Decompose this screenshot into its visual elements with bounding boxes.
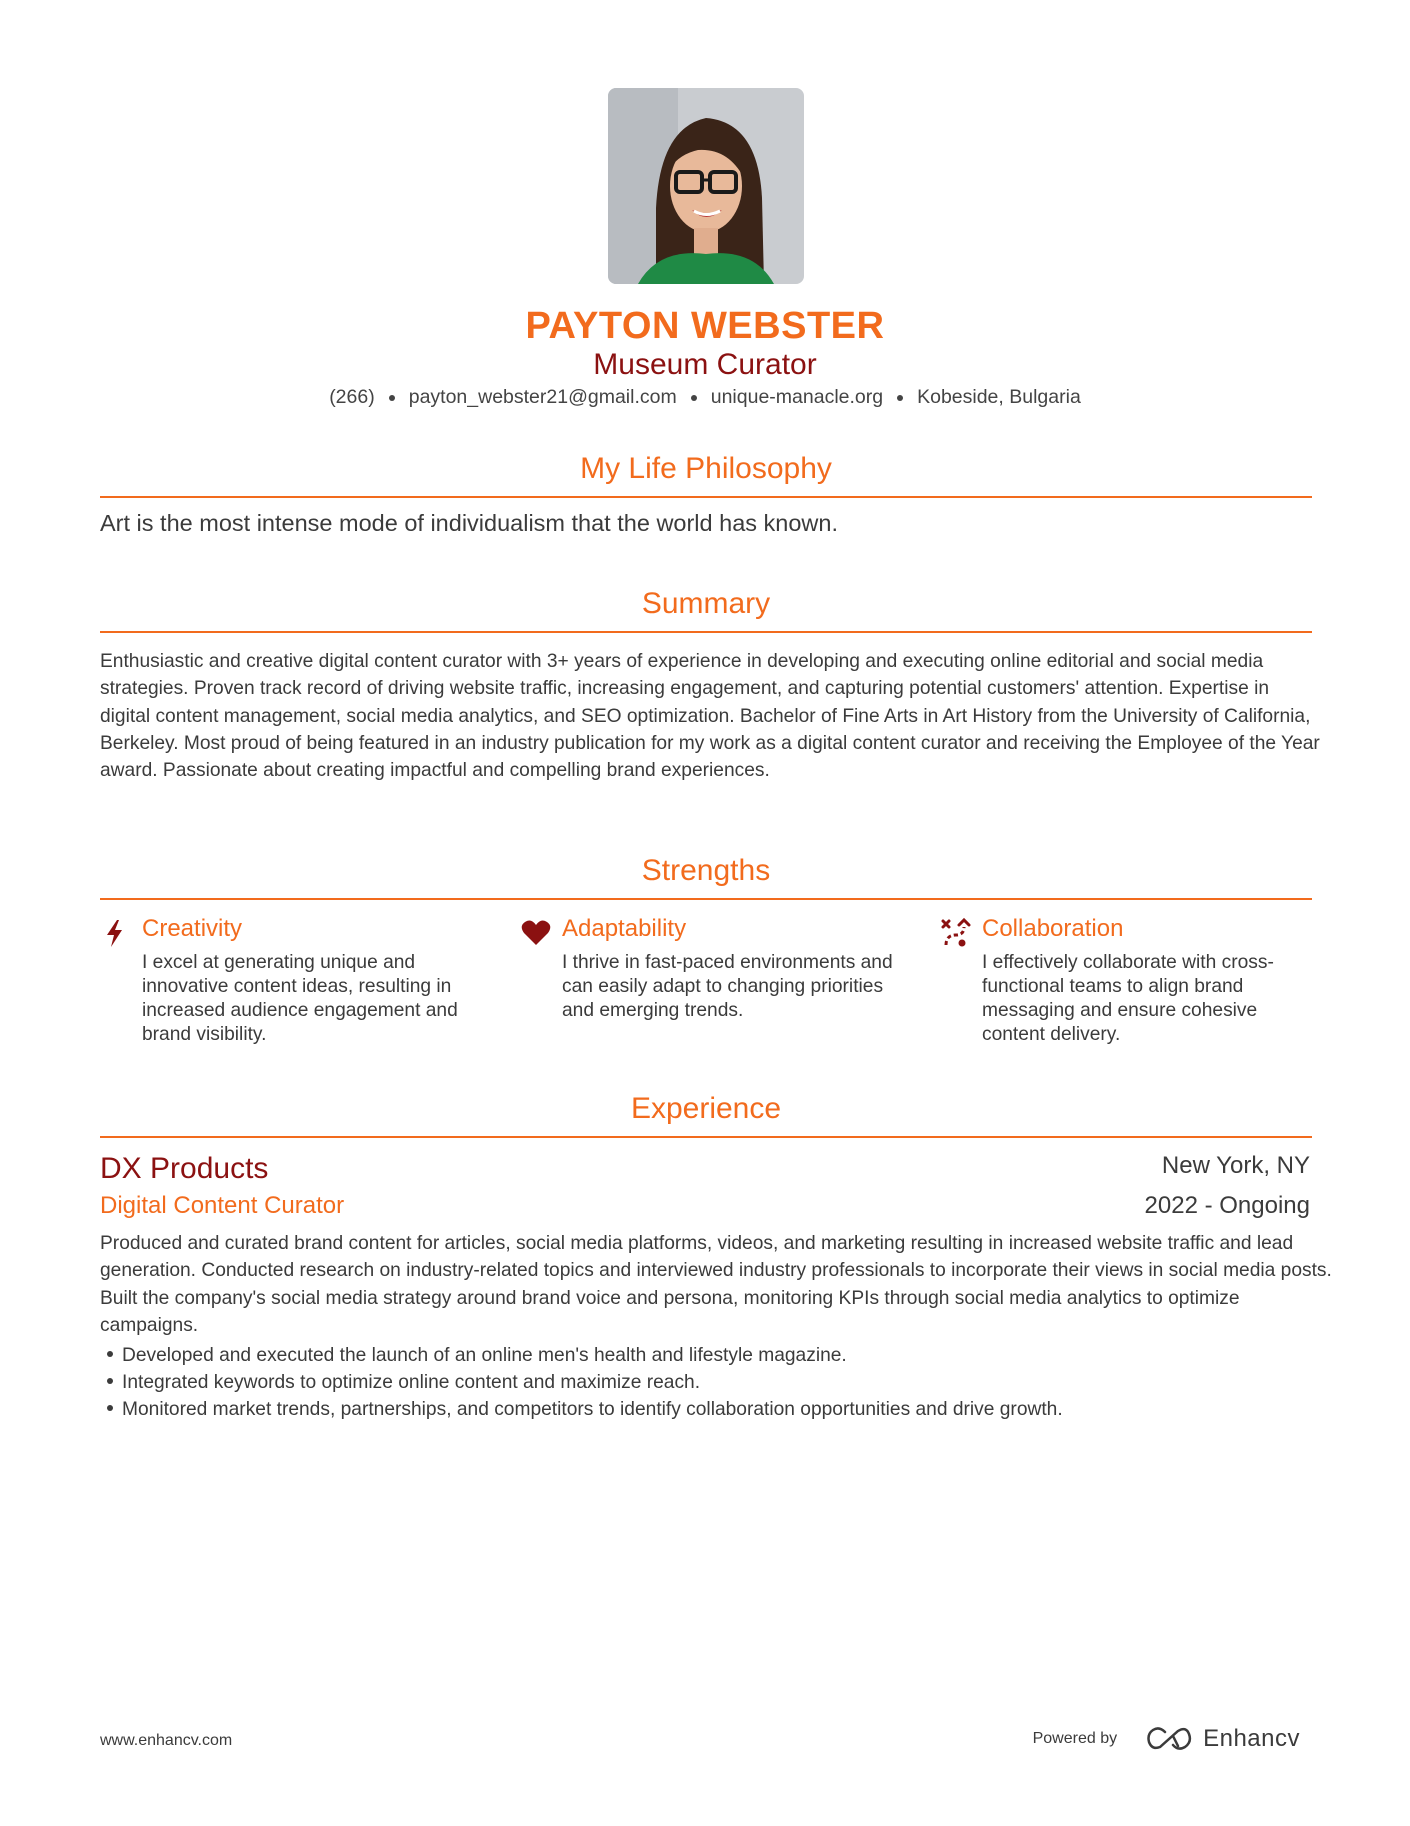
website-link[interactable]: unique-manacle.org: [710, 386, 884, 408]
job-role: Digital Content Curator: [100, 1192, 345, 1219]
section-divider: [100, 1136, 1312, 1138]
company-name: DX Products: [100, 1152, 269, 1185]
section-divider: [100, 496, 1312, 498]
job-location: New York, NY: [1161, 1152, 1310, 1179]
section-title-summary: Summary: [641, 587, 771, 620]
list-item: Monitored market trends, partnerships, and competitors to identify collaboration opportunities and drive growth.: [100, 1396, 1312, 1423]
profile-photo: [608, 88, 804, 284]
lightning-bolt-icon: [100, 917, 132, 949]
section-title-philosophy: My Life Philosophy: [580, 452, 832, 485]
strength-description: I excel at generating unique and innovative content ideas, resulting in increased audience engagement and brand visibility.: [142, 952, 458, 1045]
heart-icon: [520, 917, 552, 949]
section-divider: [100, 898, 1312, 900]
job-period: 2022 - Ongoing: [1144, 1192, 1310, 1219]
brand-name: Enhancv: [1203, 1725, 1300, 1752]
separator-dot: [691, 395, 697, 401]
powered-by-label: Powered by: [1032, 1730, 1118, 1747]
strength-description: I effectively collaborate with cross-functional teams to align brand messaging and ensure cohesive content delivery.: [982, 952, 1274, 1045]
strength-name: Creativity: [142, 915, 243, 942]
list-item: Developed and executed the launch of an online men's health and lifestyle magazine.: [100, 1342, 1312, 1369]
footer-website-link[interactable]: www.enhancv.com: [100, 1732, 233, 1749]
strength-name: Collaboration: [982, 915, 1124, 942]
contact-info: [0, 386, 1410, 409]
strength-name: Adaptability: [562, 915, 687, 942]
email-address[interactable]: payton_webster21@gmail.com: [408, 386, 677, 408]
separator-dot: [389, 395, 395, 401]
section-title-experience: Experience: [630, 1092, 782, 1125]
achievement-list: [100, 1342, 1312, 1423]
job-description: Produced and curated brand content for articles, social media platforms, videos, and marketing resulting in increased website traffic and lead generation. Conducted research on industry-related topics and interviewed industry professionals to incorporate their views in social media posts. Built the company's social media strategy around brand voice and persona, monitoring KPIs through social media analytics to optimize campaigns.: [100, 1233, 1332, 1336]
philosophy-quote: Art is the most intense mode of individualism that the world has known.: [100, 510, 839, 536]
separator-dot: [897, 395, 903, 401]
enhancv-logo-icon: [1145, 1724, 1193, 1754]
summary-text: Enthusiastic and creative digital content curator with 3+ years of experience in developing and executing online editorial and social media strategies. Proven track record of driving website traffic, increasing engagement, and capturing potential customers' attention. Expertise in digital content management, social media analytics, and SEO optimization. Bachelor of Fine Arts in Art History from the University of California, Berkeley. Most proud of being featured in an industry publication for my work as a digital content curator and receiving the Employee of the Year award. Passionate about creating impactful and compelling brand experiences.: [100, 651, 1320, 782]
candidate-name: PAYTON WEBSTER: [525, 305, 885, 347]
strategy-route-icon: [940, 917, 972, 949]
footer-branding[interactable]: [1033, 1722, 1300, 1756]
location: Kobeside, Bulgaria: [917, 386, 1081, 408]
strength-description: I thrive in fast-paced environments and can easily adapt to changing priorities and emerging trends.: [562, 952, 893, 1021]
list-item: Integrated keywords to optimize online content and maximize reach.: [100, 1369, 1312, 1396]
phone-number: (266): [329, 386, 375, 408]
section-title-strengths: Strengths: [641, 854, 771, 887]
section-divider: [100, 631, 1312, 633]
job-title: Museum Curator: [593, 348, 817, 381]
